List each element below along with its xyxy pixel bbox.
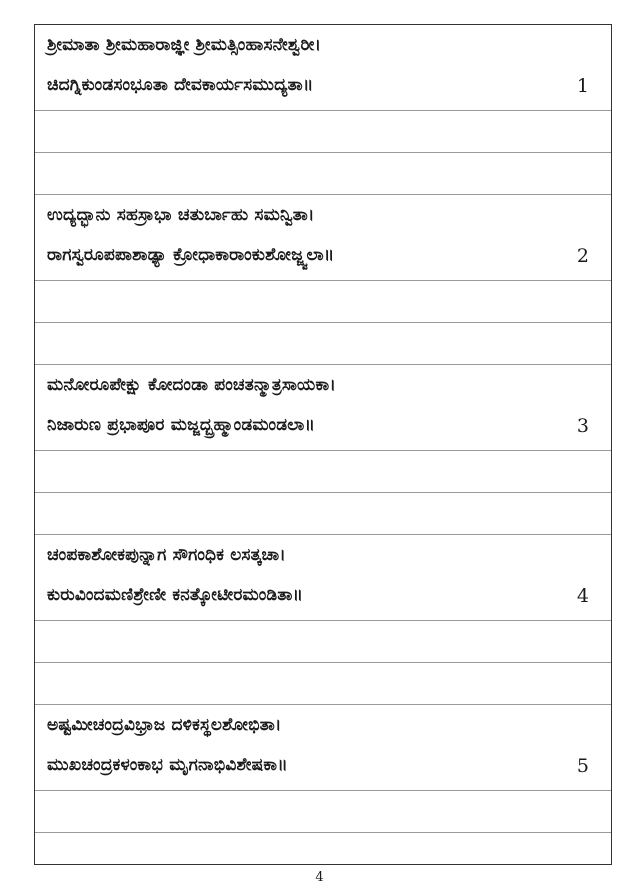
- page-frame: [34, 24, 612, 865]
- verse-line: ಚಿದಗ್ನಿಕುಂಡಸಂಭೂತಾ ದೇವಕಾರ್ಯಸಮುದ್ಯತಾ॥: [47, 75, 314, 95]
- blank-row: [35, 621, 611, 663]
- blank-row: [35, 111, 611, 153]
- verse-block: [35, 25, 611, 111]
- verse-line: ಮುಖಚಂದ್ರಕಳಂಕಾಭ ಮೃಗನಾಭಿವಿಶೇಷಕಾ॥: [47, 755, 288, 775]
- page-number: 4: [315, 870, 324, 885]
- verse-line: ಮನೋರೂಪೇಕ್ಷು ಕೋದಂಡಾ ಪಂಚತನ್ಮಾತ್ರಸಾಯಕಾ।: [47, 375, 336, 395]
- blank-row: [35, 281, 611, 323]
- verse-line: ಚಂಪಕಾಶೋಕಪುನ್ನಾಗ ಸೌಗಂಧಿಕ ಲಸತ್ಕಚಾ।: [47, 545, 286, 565]
- verse-line: ಕುರುವಿಂದಮಣಿಶ್ರೇಣೀ ಕನತ್ಕೋಟೀರಮಂಡಿತಾ॥: [47, 585, 304, 605]
- blank-row: [35, 791, 611, 833]
- verse-block: [35, 365, 611, 451]
- verse-line: ನಿಜಾರುಣ ಪ್ರಭಾಪೂರ ಮಜ್ಜದ್ಬ್ರಹ್ಮಾಂಡಮಂಡಲಾ॥: [47, 415, 316, 435]
- verse-number: 1: [576, 75, 589, 97]
- verse-block: [35, 705, 611, 791]
- blank-row: [35, 451, 611, 493]
- verse-line: ಶ್ರೀಮಾತಾ ಶ್ರೀಮಹಾರಾಜ್ಞೀ ಶ್ರೀಮತ್ಸಿಂಹಾಸನೇಶ್ವರೀ।: [47, 35, 322, 55]
- verse-number: 2: [576, 245, 589, 267]
- verse-line: ಉದ್ಯದ್ಭಾನು ಸಹಸ್ರಾಭಾ ಚತುರ್ಬಾಹು ಸಮನ್ವಿತಾ।: [47, 205, 315, 225]
- blank-row: [35, 323, 611, 365]
- blank-row: [35, 493, 611, 535]
- blank-row: [35, 663, 611, 705]
- blank-row: [35, 153, 611, 195]
- verse-block: [35, 535, 611, 621]
- verse-number: 4: [576, 585, 589, 607]
- verse-line: ಅಷ್ಟಮೀಚಂದ್ರವಿಭ್ರಾಜ ದಳಿಕಸ್ಥಲಶೋಭಿತಾ।: [47, 715, 282, 735]
- blank-row: [35, 833, 611, 864]
- verse-number: 3: [576, 415, 589, 437]
- verse-number: 5: [576, 755, 589, 777]
- verse-block: [35, 195, 611, 281]
- verse-line: ರಾಗಸ್ವರೂಪಪಾಶಾಢ್ಯಾ ಕ್ರೋಧಾಕಾರಾಂಕುಶೋಜ್ಜ್ವಲಾ॥: [47, 245, 335, 265]
